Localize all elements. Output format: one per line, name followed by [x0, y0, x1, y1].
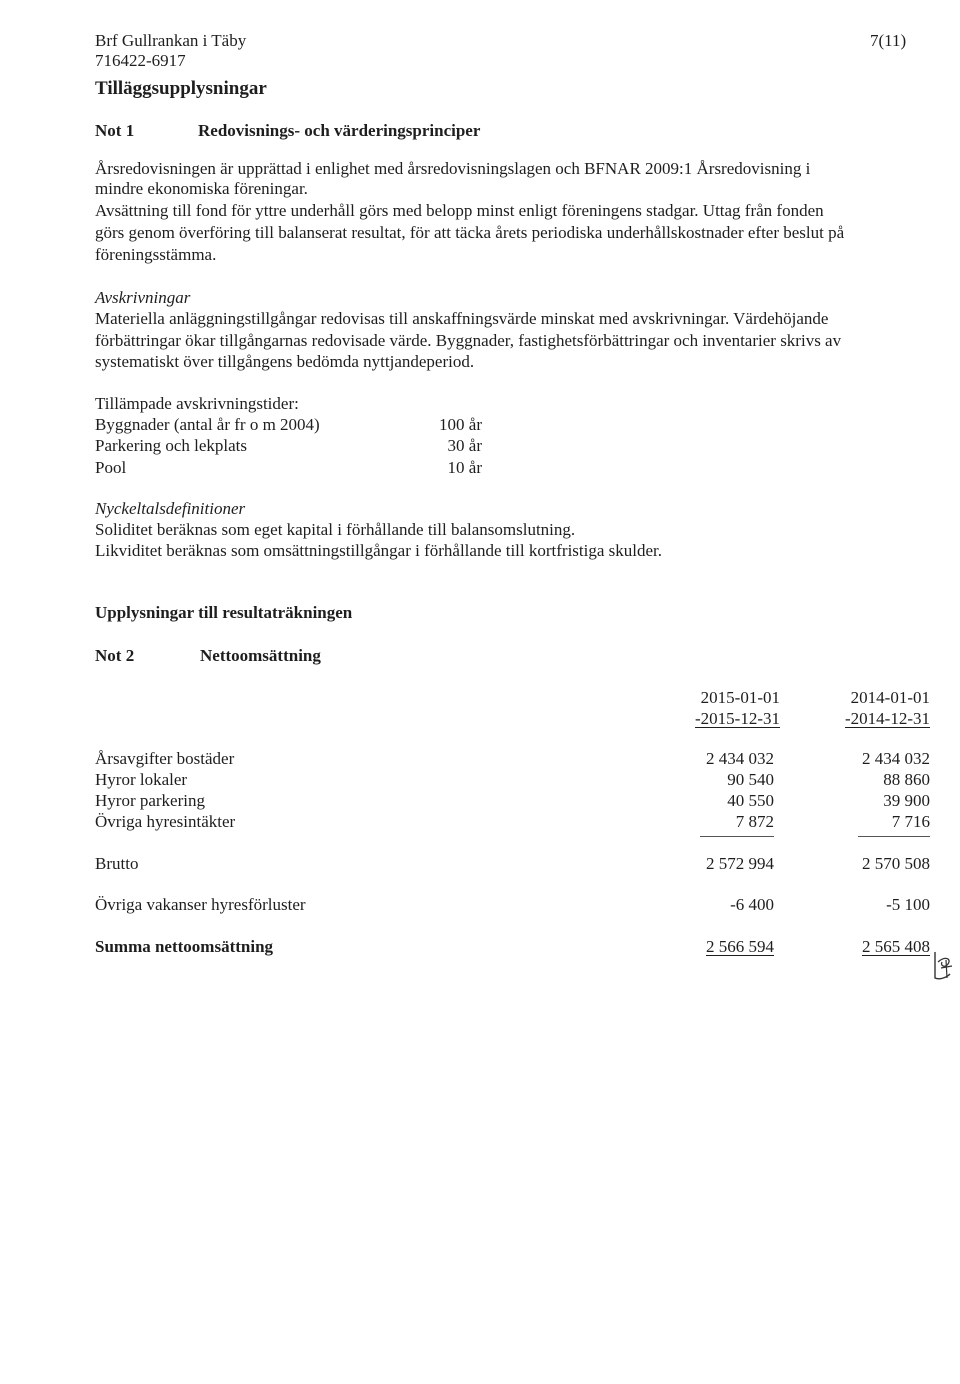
depreciation-text-line: förbättringar ökar tillgångarnas redovisade värde. Byggnader, fastighetsförbättringar och inventarier skrivs av [95, 331, 842, 350]
period-label: Parkering och lekplats [95, 436, 248, 455]
vacancy-label: Övriga vakanser hyresförluster [95, 895, 306, 914]
table-cell-2014: 39 900 [883, 791, 930, 810]
table-row-label: Övriga hyresintäkter [95, 812, 236, 831]
org-number: 716422-6917 [95, 51, 186, 70]
table-cell-2015: 2 434 032 [706, 749, 774, 768]
total-label: Summa nettoomsättning [95, 937, 274, 956]
kpi-text-line: Likviditet beräknas som omsättningstillgångar i förhållande till kortfristiga skulder. [95, 541, 663, 560]
table-cell-2014: 88 860 [883, 770, 930, 789]
kpi-heading: Nyckeltalsdefinitioner [95, 499, 246, 518]
total-2014: 2 565 408 [862, 937, 930, 956]
periods-heading: Tillämpade avskrivningstider: [95, 394, 299, 413]
column-header-2014-end: -2014-12-31 [845, 709, 930, 728]
vacancy-2014: -5 100 [886, 895, 930, 914]
period-value: 30 år [447, 436, 482, 455]
depreciation-text-line: systematiskt över tillgångens bedömda nyttjandeperiod. [95, 352, 475, 371]
depreciation-heading: Avskrivningar [95, 288, 191, 307]
note1-text-line: föreningsstämma. [95, 245, 217, 264]
table-cell-2015: 40 550 [727, 791, 774, 810]
gross-2014: 2 570 508 [862, 854, 930, 873]
note1-text-line: görs genom överföring till balanserat resultat, för att täcka årets periodiska underhållskostnader efter beslut på [95, 223, 845, 242]
note1-label: Not 1 [95, 121, 135, 140]
note1-heading: Redovisnings- och värderingsprinciper [198, 121, 481, 140]
gross-label: Brutto [95, 854, 139, 873]
period-value: 100 år [439, 415, 482, 434]
note2-label: Not 2 [95, 646, 135, 665]
column-header-2014: 2014-01-01 [850, 688, 930, 707]
page-title: Tilläggsupplysningar [95, 78, 267, 99]
note1-text-line: Årsredovisningen är upprättad i enlighet med årsredovisningslagen och BFNAR 2009:1 Årsredovisning i [95, 159, 811, 178]
note1-text-line: Avsättning till fond för yttre underhåll görs med belopp minst enligt föreningens stadgar. Uttag från fonden [95, 201, 824, 220]
gross-2015: 2 572 994 [706, 854, 774, 873]
org-name: Brf Gullrankan i Täby [95, 31, 247, 50]
period-value: 10 år [447, 458, 482, 477]
total-2015: 2 566 594 [706, 937, 774, 956]
table-cell-2014: 2 434 032 [862, 749, 930, 768]
note2-heading: Nettoomsättning [200, 646, 321, 665]
note1-text-line: mindre ekonomiska föreningar. [95, 179, 308, 198]
vacancy-2015: -6 400 [730, 895, 774, 914]
column-header-2015: 2015-01-01 [700, 688, 780, 707]
section-title: Upplysningar till resultaträkningen [95, 603, 353, 622]
table-row-label: Årsavgifter bostäder [95, 749, 235, 768]
column-header-2015-end: -2015-12-31 [695, 709, 780, 728]
page-number: 7(11) [870, 31, 907, 50]
table-row-label: Hyror parkering [95, 791, 205, 810]
table-cell-2015: 7 872 [735, 812, 774, 831]
table-cell-2015: 90 540 [727, 770, 774, 789]
kpi-text-line: Soliditet beräknas som eget kapital i förhållande till balansomslutning. [95, 520, 576, 539]
period-label: Byggnader (antal år fr o m 2004) [95, 415, 320, 434]
depreciation-text-line: Materiella anläggningstillgångar redovisas till anskaffningsvärde minskat med avskrivningar. Värdehöjande [95, 309, 829, 328]
table-row-label: Hyror lokaler [95, 770, 188, 789]
handwritten-initials [930, 948, 956, 984]
table-cell-2014: 7 716 [891, 812, 930, 831]
subtotal-rule-2015 [700, 836, 774, 837]
period-label: Pool [95, 458, 127, 477]
subtotal-rule-2014 [858, 836, 930, 837]
